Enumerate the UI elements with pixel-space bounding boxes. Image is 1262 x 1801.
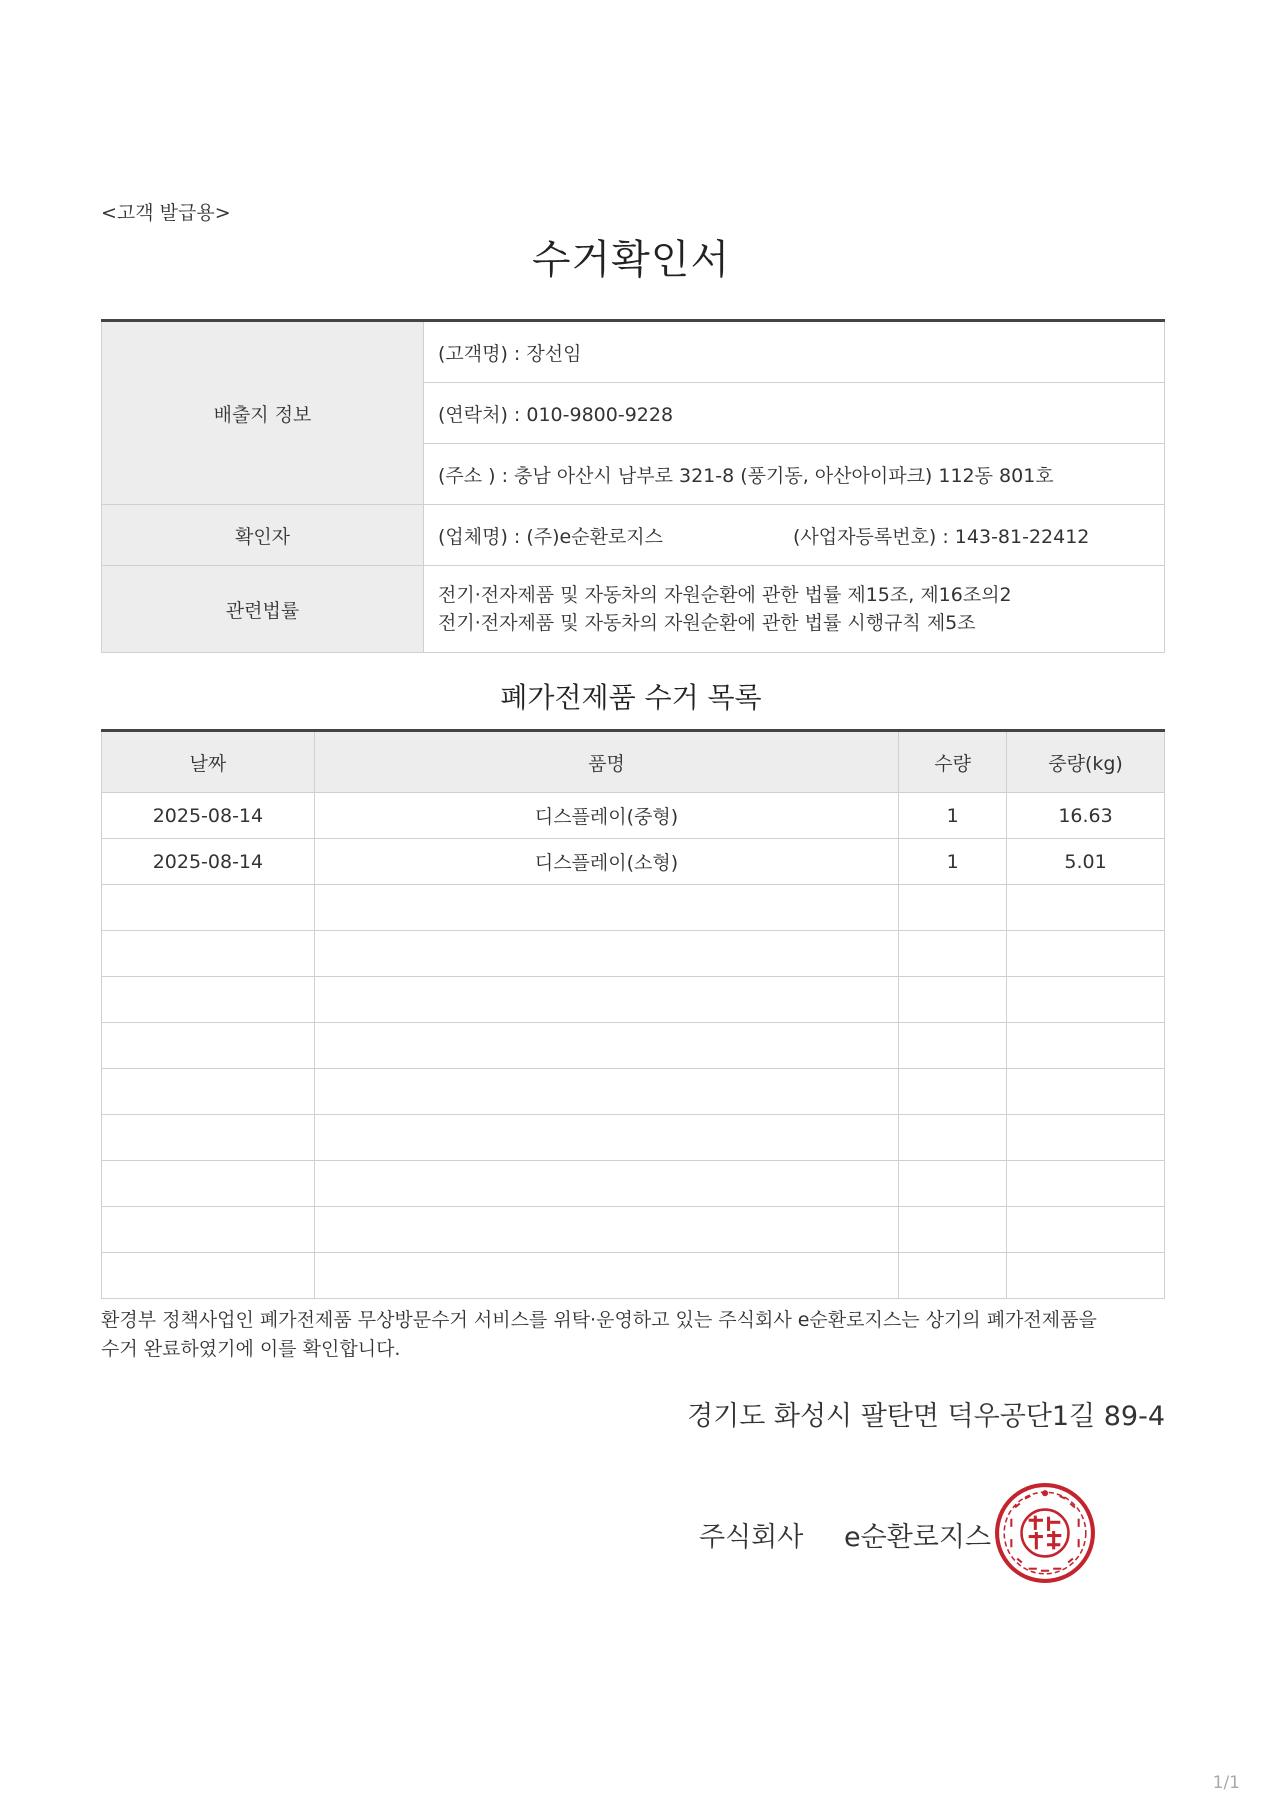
empty-table-row — [102, 1115, 1165, 1161]
column-header-date: 날짜 — [102, 731, 315, 793]
empty-cell — [1007, 1069, 1165, 1115]
empty-table-row — [102, 1253, 1165, 1299]
empty-cell — [102, 1115, 315, 1161]
empty-cell — [102, 1253, 315, 1299]
law-line-1: 전기·전자제품 및 자동차의 자원순환에 관한 법률 제15조, 제16조의2 — [438, 583, 1012, 606]
info-row-customer — [102, 321, 1165, 383]
empty-cell — [899, 931, 1007, 977]
empty-cell — [1007, 885, 1165, 931]
customer-phone: (연락처) : 010-9800-9228 — [424, 383, 1165, 444]
page-number: 1/1 — [1212, 1773, 1240, 1793]
company-name: e순환로지스 — [844, 1522, 992, 1553]
verifier-cell — [424, 505, 1165, 566]
empty-cell — [314, 1253, 898, 1299]
table-row — [102, 793, 1165, 839]
empty-cell — [102, 1069, 315, 1115]
empty-table-row — [102, 977, 1165, 1023]
empty-cell — [899, 977, 1007, 1023]
table-row — [102, 839, 1165, 885]
document-title: 수거확인서 — [531, 237, 731, 283]
law-line-2: 전기·전자제품 및 자동차의 자원순환에 관한 법률 시행규칙 제5조 — [438, 612, 976, 634]
empty-cell — [314, 1161, 898, 1207]
row-weight: 16.63 — [1007, 793, 1165, 839]
empty-table-row — [102, 1023, 1165, 1069]
discharge-info-label: 배출지 정보 — [102, 321, 424, 505]
registration-number: (사업자등록번호) : 143-81-22412 — [793, 525, 1090, 548]
notice-line-2: 수거 완료하였기에 이를 확인합니다. — [101, 1338, 401, 1361]
law-cell — [424, 566, 1165, 653]
empty-cell — [314, 1023, 898, 1069]
empty-cell — [1007, 1023, 1165, 1069]
law-label: 관련법률 — [102, 566, 424, 653]
company-type: 주식회사 — [699, 1522, 804, 1553]
empty-cell — [1007, 1207, 1165, 1253]
empty-table-row — [102, 931, 1165, 977]
row-date: 2025-08-14 — [102, 839, 315, 885]
row-quantity: 1 — [899, 793, 1007, 839]
empty-cell — [1007, 931, 1165, 977]
empty-cell — [102, 1207, 315, 1253]
company-field: (업체명) : (주)e순환로지스 — [438, 525, 664, 548]
collection-table — [101, 729, 1165, 1299]
empty-cell — [102, 977, 315, 1023]
collection-list-title: 폐가전제품 수거 목록 — [500, 681, 762, 714]
column-header-item: 품명 — [314, 731, 898, 793]
empty-cell — [314, 931, 898, 977]
empty-cell — [899, 1115, 1007, 1161]
collection-header-row — [102, 731, 1165, 793]
empty-cell — [314, 1069, 898, 1115]
empty-cell — [102, 885, 315, 931]
empty-cell — [314, 885, 898, 931]
notice-line-1: 환경부 정책사업인 폐가전제품 무상방문수거 서비스를 위탁·운영하고 있는 주식회사 e순환로지스는 상기의 폐가전제품을 — [101, 1309, 1097, 1331]
column-header-weight: 중량(kg) — [1007, 731, 1165, 793]
empty-cell — [1007, 977, 1165, 1023]
verifier-label: 확인자 — [102, 505, 424, 566]
empty-cell — [1007, 1115, 1165, 1161]
info-table — [101, 319, 1165, 653]
empty-cell — [899, 1023, 1007, 1069]
row-item: 디스플레이(중형) — [314, 793, 898, 839]
row-weight: 5.01 — [1007, 839, 1165, 885]
row-quantity: 1 — [899, 839, 1007, 885]
empty-cell — [899, 885, 1007, 931]
row-item: 디스플레이(소형) — [314, 839, 898, 885]
empty-cell — [1007, 1161, 1165, 1207]
customer-address: (주소 ) : 충남 아산시 남부로 321-8 (풍기동, 아산아이파크) 112동 801호 — [424, 444, 1165, 505]
empty-cell — [899, 1253, 1007, 1299]
empty-table-row — [102, 1207, 1165, 1253]
empty-cell — [102, 1023, 315, 1069]
empty-cell — [314, 1115, 898, 1161]
empty-cell — [314, 977, 898, 1023]
empty-table-row — [102, 1161, 1165, 1207]
company-address: 경기도 화성시 팔탄면 덕우공단1길 89-4 — [687, 1401, 1165, 1432]
empty-table-row — [102, 885, 1165, 931]
empty-cell — [102, 1161, 315, 1207]
empty-cell — [899, 1207, 1007, 1253]
empty-cell — [102, 931, 315, 977]
column-header-quantity: 수량 — [899, 731, 1007, 793]
empty-cell — [314, 1207, 898, 1253]
empty-cell — [899, 1161, 1007, 1207]
empty-cell — [1007, 1253, 1165, 1299]
confirmation-notice — [101, 1306, 1181, 1365]
empty-table-row — [102, 1069, 1165, 1115]
empty-cell — [899, 1069, 1007, 1115]
company-seal-icon — [994, 1482, 1096, 1584]
info-row-verifier — [102, 505, 1165, 566]
info-row-law — [102, 566, 1165, 653]
customer-name: (고객명) : 장선임 — [424, 321, 1165, 383]
issue-label: <고객 발급용> — [101, 202, 231, 224]
row-date: 2025-08-14 — [102, 793, 315, 839]
